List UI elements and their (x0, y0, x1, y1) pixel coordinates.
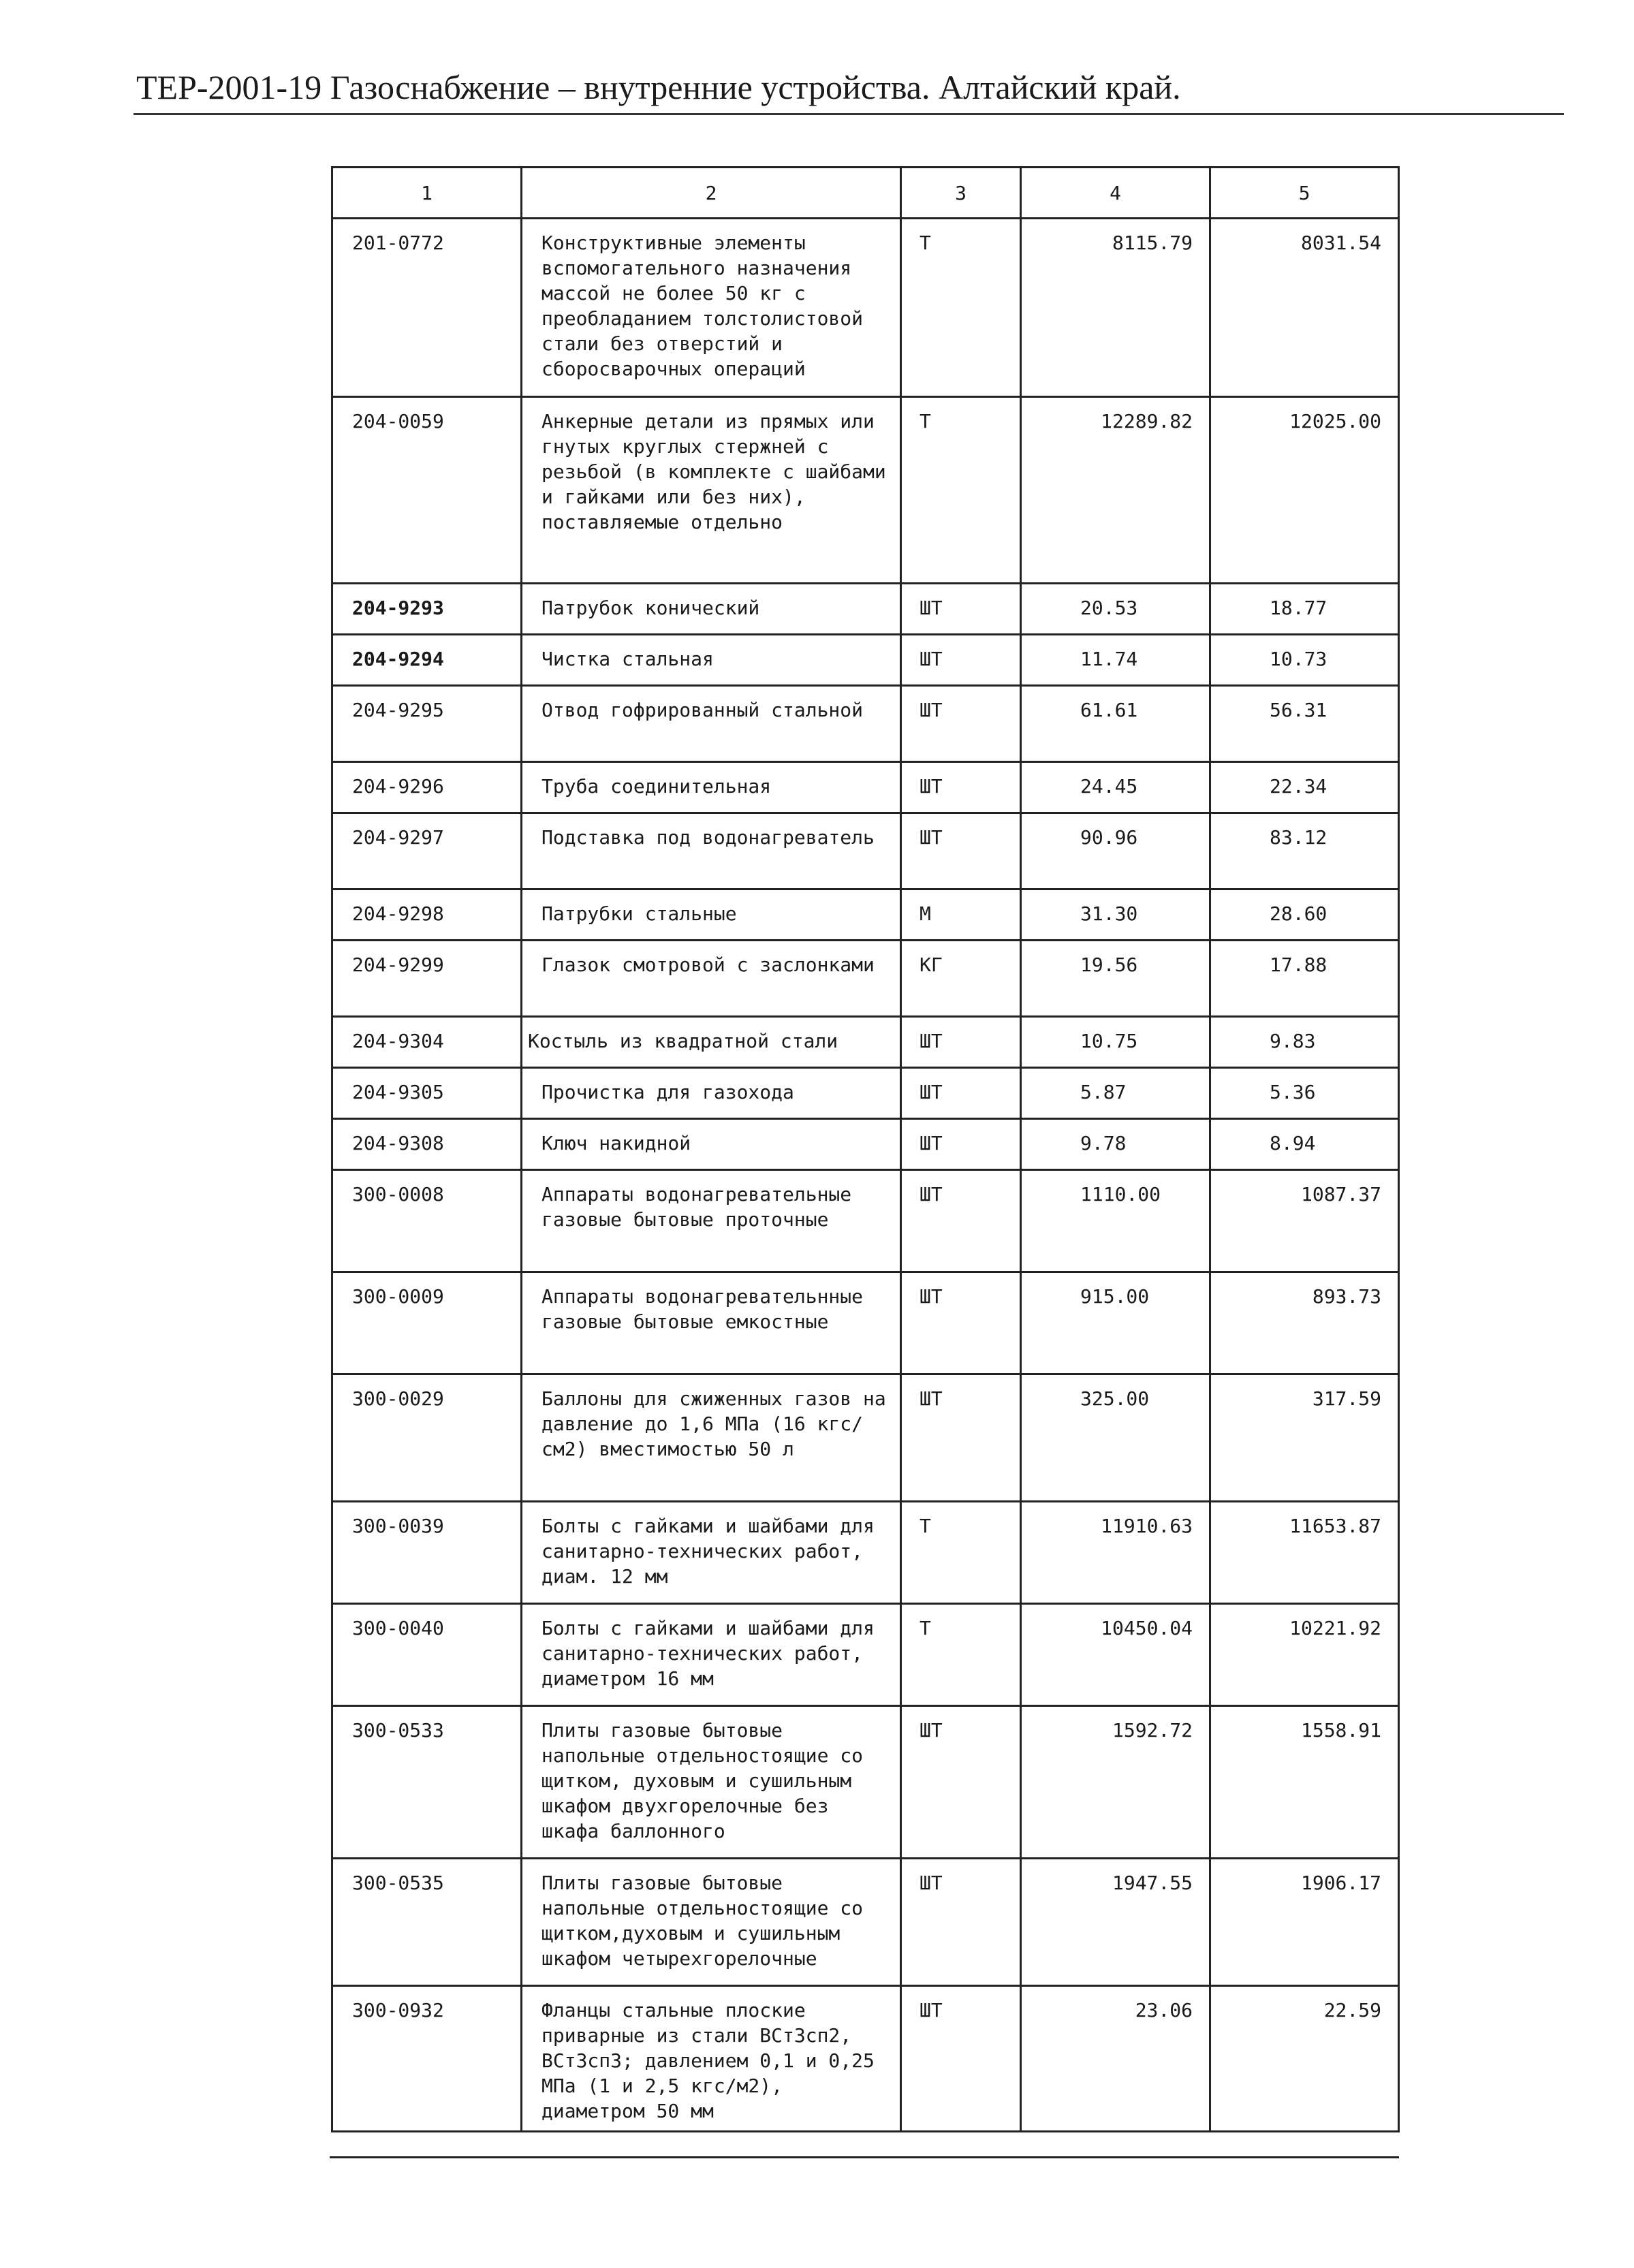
unit: Т (901, 397, 1021, 584)
price-a: 23.06 (1021, 1986, 1210, 2132)
table-row (332, 1374, 1399, 1502)
column-number: 5 (1210, 168, 1399, 219)
price-b: 28.60 (1210, 889, 1399, 941)
resource-code: 204-9298 (332, 889, 522, 941)
resource-name: Глазок смотровой с заслонками (522, 941, 901, 1017)
column-number-row (332, 168, 1399, 219)
resource-code: 204-9295 (332, 686, 522, 762)
price-b: 1087.37 (1210, 1170, 1399, 1272)
price-a: 12289.82 (1021, 397, 1210, 584)
resource-name: Аппараты водонагревательнные газовые бытовые емкостные (522, 1272, 901, 1374)
resource-name: Аппараты водонагревательные газовые бытовые проточные (522, 1170, 901, 1272)
resource-code: 204-0059 (332, 397, 522, 584)
unit: ШТ (901, 584, 1021, 635)
price-b: 22.59 (1210, 1986, 1399, 2132)
price-a: 20.53 (1021, 584, 1210, 635)
price-b: 12025.00 (1210, 397, 1399, 584)
table-row (332, 219, 1399, 397)
resource-code: 204-9308 (332, 1119, 522, 1170)
price-a: 5.87 (1021, 1068, 1210, 1119)
price-b: 10221.92 (1210, 1604, 1399, 1706)
unit: ШТ (901, 1170, 1021, 1272)
resource-name: Плиты газовые бытовые напольные отдельностоящие со щитком, духовым и сушильным шкафом двухгорелочные без шкафа баллонного (522, 1706, 901, 1859)
price-a: 11910.63 (1021, 1502, 1210, 1604)
column-number: 4 (1021, 168, 1210, 219)
table-row (332, 584, 1399, 635)
price-b: 9.83 (1210, 1017, 1399, 1068)
table-row (332, 1502, 1399, 1604)
table-row (332, 941, 1399, 1017)
resource-name: Баллоны для сжиженных газов на давление до 1,6 МПа (16 кгс/см2) вместимостью 50 л (522, 1374, 901, 1502)
resource-name: Болты с гайками и шайбами для санитарно-технических работ, диам. 12 мм (522, 1502, 901, 1604)
resource-name: Подставка под водонагреватель (522, 813, 901, 889)
table-row (332, 397, 1399, 584)
price-a: 19.56 (1021, 941, 1210, 1017)
table-row (332, 1170, 1399, 1272)
column-number: 3 (901, 168, 1021, 219)
resource-code: 300-0535 (332, 1859, 522, 1986)
resource-name: Труба соединительная (522, 762, 901, 813)
price-b: 893.73 (1210, 1272, 1399, 1374)
price-b: 5.36 (1210, 1068, 1399, 1119)
table-row (332, 1986, 1399, 2132)
resource-code: 201-0772 (332, 219, 522, 397)
table-bottom-rule (330, 2156, 1399, 2158)
unit: ШТ (901, 1986, 1021, 2132)
price-a: 31.30 (1021, 889, 1210, 941)
unit: М (901, 889, 1021, 941)
resource-name: Ключ накидной (522, 1119, 901, 1170)
resource-name: Конструктивные элементы вспомогательного назначения массой не более 50 кг с преобладанием толстолистовой стали без отверстий и сборосварочных операций (522, 219, 901, 397)
price-b: 1558.91 (1210, 1706, 1399, 1859)
unit: Т (901, 1502, 1021, 1604)
unit: ШТ (901, 1068, 1021, 1119)
table-row (332, 686, 1399, 762)
resource-name: Анкерные детали из прямых или гнутых круглых стержней с резьбой (в комплекте с шайбами и гайками или без них), поставляемые отдельно (522, 397, 901, 584)
price-a: 90.96 (1021, 813, 1210, 889)
table-row (332, 635, 1399, 686)
unit: Т (901, 219, 1021, 397)
unit: ШТ (901, 1272, 1021, 1374)
resource-name: Прочистка для газохода (522, 1068, 901, 1119)
price-a: 1110.00 (1021, 1170, 1210, 1272)
page-header: ТЕР-2001-19 Газоснабжение – внутренние устройства. Алтайский край. (136, 68, 1181, 106)
unit: ШТ (901, 762, 1021, 813)
price-b: 10.73 (1210, 635, 1399, 686)
table-row (332, 889, 1399, 941)
resource-name: Чистка стальная (522, 635, 901, 686)
resource-name: Плиты газовые бытовые напольные отдельностоящие со щитком,духовым и сушильным шкафом четырехгорелочные (522, 1859, 901, 1986)
header-rule (133, 113, 1564, 115)
resource-name: Отвод гофрированный стальной (522, 686, 901, 762)
price-a: 61.61 (1021, 686, 1210, 762)
price-b: 8.94 (1210, 1119, 1399, 1170)
unit: ШТ (901, 813, 1021, 889)
price-b: 1906.17 (1210, 1859, 1399, 1986)
price-b: 11653.87 (1210, 1502, 1399, 1604)
resource-name: Болты с гайками и шайбами для санитарно-технических работ, диаметром 16 мм (522, 1604, 901, 1706)
table-row (332, 1859, 1399, 1986)
resource-code: 204-9304 (332, 1017, 522, 1068)
resource-code: 300-0040 (332, 1604, 522, 1706)
resource-name: Фланцы стальные плоские приварные из стали ВСт3сп2, ВСт3сп3; давлением 0,1 и 0,25 МПа (1 и 2,5 кгс/м2), диаметром 50 мм (522, 1986, 901, 2132)
resource-code: 204-9305 (332, 1068, 522, 1119)
unit: ШТ (901, 1017, 1021, 1068)
price-a: 1592.72 (1021, 1706, 1210, 1859)
resource-code: 300-0008 (332, 1170, 522, 1272)
price-a: 915.00 (1021, 1272, 1210, 1374)
column-number: 1 (332, 168, 522, 219)
unit: ШТ (901, 635, 1021, 686)
unit: ШТ (901, 1706, 1021, 1859)
price-b: 317.59 (1210, 1374, 1399, 1502)
price-b: 8031.54 (1210, 219, 1399, 397)
table-row (332, 1604, 1399, 1706)
unit: ШТ (901, 1859, 1021, 1986)
resource-code: 300-0039 (332, 1502, 522, 1604)
price-a: 11.74 (1021, 635, 1210, 686)
unit: КГ (901, 941, 1021, 1017)
unit: Т (901, 1604, 1021, 1706)
resource-name: Костыль из квадратной стали (522, 1017, 901, 1068)
price-b: 83.12 (1210, 813, 1399, 889)
price-b: 56.31 (1210, 686, 1399, 762)
unit: ШТ (901, 686, 1021, 762)
resource-code: 204-9296 (332, 762, 522, 813)
resource-code: 204-9299 (332, 941, 522, 1017)
resource-code: 204-9297 (332, 813, 522, 889)
price-a: 1947.55 (1021, 1859, 1210, 1986)
price-b: 22.34 (1210, 762, 1399, 813)
unit: ШТ (901, 1374, 1021, 1502)
price-a: 9.78 (1021, 1119, 1210, 1170)
table-row (332, 1068, 1399, 1119)
unit: ШТ (901, 1119, 1021, 1170)
resource-code: 300-0932 (332, 1986, 522, 2132)
price-b: 18.77 (1210, 584, 1399, 635)
table-row (332, 813, 1399, 889)
price-a: 24.45 (1021, 762, 1210, 813)
column-number: 2 (522, 168, 901, 219)
resource-code: 204-9293 (332, 584, 522, 635)
table-row (332, 1272, 1399, 1374)
table-row (332, 1119, 1399, 1170)
price-table (331, 166, 1400, 2132)
table-row (332, 762, 1399, 813)
resource-code: 204-9294 (332, 635, 522, 686)
table-row (332, 1017, 1399, 1068)
price-a: 10450.04 (1021, 1604, 1210, 1706)
resource-name: Патрубок конический (522, 584, 901, 635)
resource-name: Патрубки стальные (522, 889, 901, 941)
resource-code: 300-0533 (332, 1706, 522, 1859)
resource-code: 300-0009 (332, 1272, 522, 1374)
price-a: 325.00 (1021, 1374, 1210, 1502)
resource-code: 300-0029 (332, 1374, 522, 1502)
table-row (332, 1706, 1399, 1859)
price-a: 8115.79 (1021, 219, 1210, 397)
price-b: 17.88 (1210, 941, 1399, 1017)
price-a: 10.75 (1021, 1017, 1210, 1068)
